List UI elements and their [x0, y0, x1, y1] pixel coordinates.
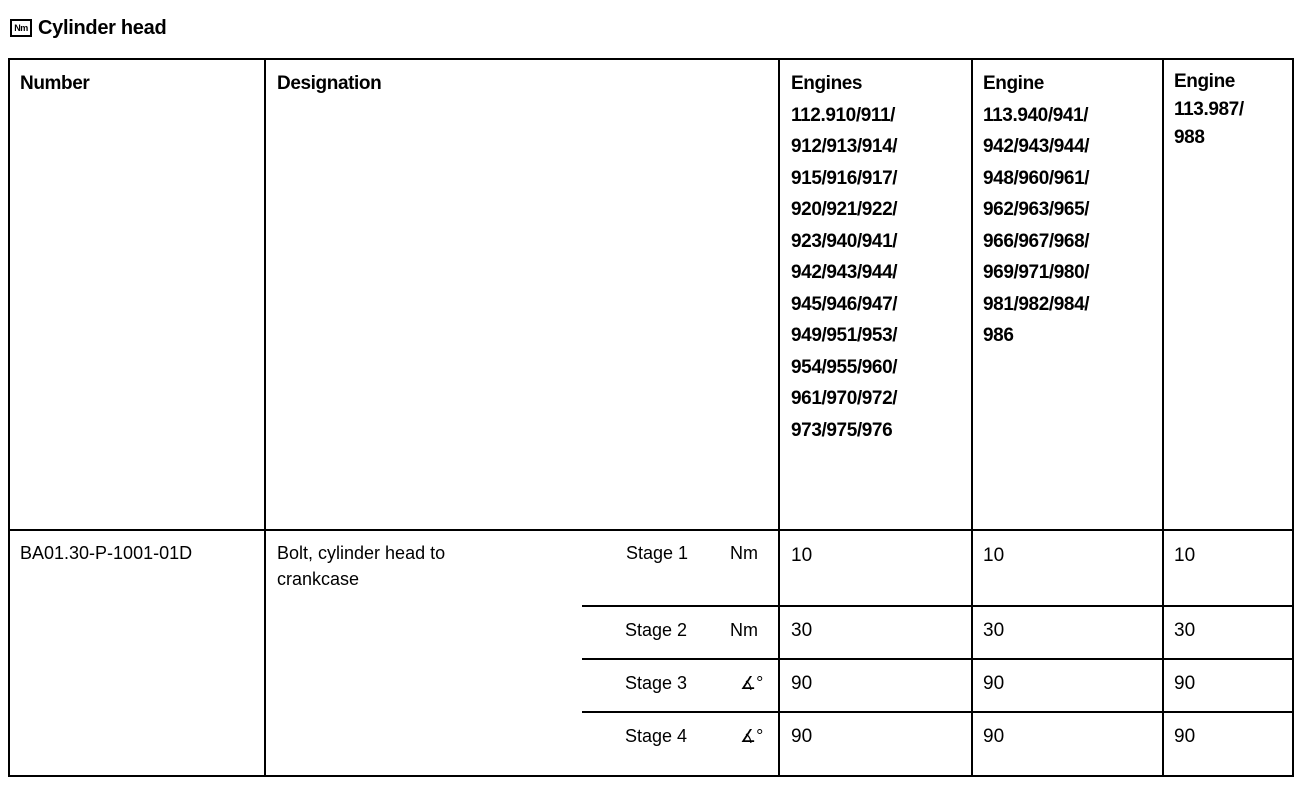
- torque-value: 10: [983, 545, 1005, 566]
- unit-nm: Nm: [730, 620, 758, 640]
- stage-label: Stage 1: [626, 543, 689, 563]
- torque-table: [8, 58, 1294, 777]
- stage-label: Stage 4: [625, 726, 688, 746]
- angle-value: 90: [983, 726, 1005, 747]
- angle-degree-icon: ∡°: [740, 673, 764, 693]
- torque-nm-icon: Nm: [10, 19, 32, 37]
- torque-value: 10: [791, 545, 813, 566]
- column-header-engines-113-987: Engine 113.987/ 988: [1174, 71, 1244, 148]
- torque-value: 30: [1174, 620, 1196, 641]
- column-header-number: Number: [20, 73, 90, 94]
- torque-value: 30: [983, 620, 1005, 641]
- row-divider: [582, 605, 1292, 607]
- page-title: Cylinder head: [38, 16, 167, 39]
- angle-value: 90: [1174, 726, 1196, 747]
- row-divider: [582, 658, 1292, 660]
- header-divider: [10, 529, 1292, 531]
- column-divider: [778, 60, 780, 775]
- column-header-engines-113: Engine 113.940/941/ 942/943/944/ 948/960/961/ 962/963/965/ 966/967/968/ 969/971/980/ 981/982/984/ 986: [983, 73, 1090, 346]
- torque-value: 10: [1174, 545, 1196, 566]
- column-header-designation: Designation: [277, 73, 382, 94]
- designation-text: Bolt, cylinder head to crankcase: [277, 543, 446, 589]
- stage-label: Stage 2: [625, 620, 688, 640]
- torque-value: 30: [791, 620, 813, 641]
- column-divider: [971, 60, 973, 775]
- angle-value: 90: [791, 726, 813, 747]
- unit-nm: Nm: [730, 543, 758, 563]
- column-divider: [264, 60, 266, 775]
- column-header-engines-112: Engines 112.910/911/ 912/913/914/ 915/916/917/ 920/921/922/ 923/940/941/ 942/943/944/ 945/946/947/ 949/951/953/ 954/955/960/ 961/970/972/ 973/975/976: [791, 73, 898, 441]
- row-divider: [582, 711, 1292, 713]
- angle-value: 90: [791, 673, 813, 694]
- column-divider: [1162, 60, 1164, 775]
- angle-value: 90: [983, 673, 1005, 694]
- angle-value: 90: [1174, 673, 1196, 694]
- part-number: BA01.30-P-1001-01D: [20, 543, 193, 563]
- page-header: [10, 14, 166, 42]
- stage-label: Stage 3: [625, 673, 688, 693]
- angle-degree-icon: ∡°: [740, 726, 764, 746]
